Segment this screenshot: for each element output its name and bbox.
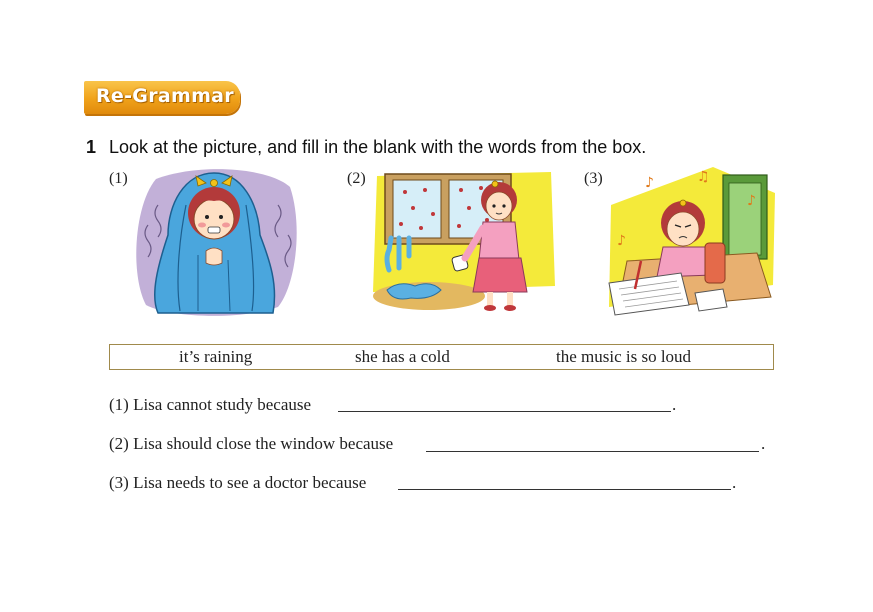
sentence-1-blank[interactable] (338, 411, 671, 412)
sentence-2-prompt: (2) Lisa should close the window because (109, 434, 394, 453)
svg-text:♫: ♫ (697, 169, 710, 185)
sentence-2-blank[interactable] (426, 451, 759, 452)
svg-text:♪: ♪ (617, 233, 626, 249)
svg-text:♪: ♪ (747, 193, 756, 209)
sentence-3-prompt: (3) Lisa needs to see a doctor because (109, 473, 367, 492)
sentence-2-end: . (761, 434, 766, 453)
word-box (109, 344, 774, 370)
sentence-1-end: . (672, 395, 677, 414)
question-number: 1 (86, 137, 97, 157)
picture-2-illustration (369, 168, 559, 320)
section-badge (84, 81, 240, 114)
word-option-1: it’s raining (179, 347, 253, 366)
sentence-3-end: . (732, 473, 737, 492)
section-badge-label: Re-Grammar (96, 85, 234, 107)
picture-1-label: (1) (109, 170, 128, 187)
picture-3-illustration (605, 165, 780, 320)
word-option-3: the music is so loud (556, 347, 692, 366)
picture-1-illustration (128, 165, 303, 320)
sentence-3-blank[interactable] (398, 489, 731, 490)
word-option-2: she has a cold (355, 347, 450, 366)
svg-text:♪: ♪ (645, 175, 654, 191)
picture-2-label: (2) (347, 170, 366, 187)
picture-3-label: (3) (584, 170, 603, 187)
question-instruction: Look at the picture, and fill in the blank with the words from the box. (109, 137, 647, 157)
sentence-1-prompt: (1) Lisa cannot study because (109, 395, 312, 414)
